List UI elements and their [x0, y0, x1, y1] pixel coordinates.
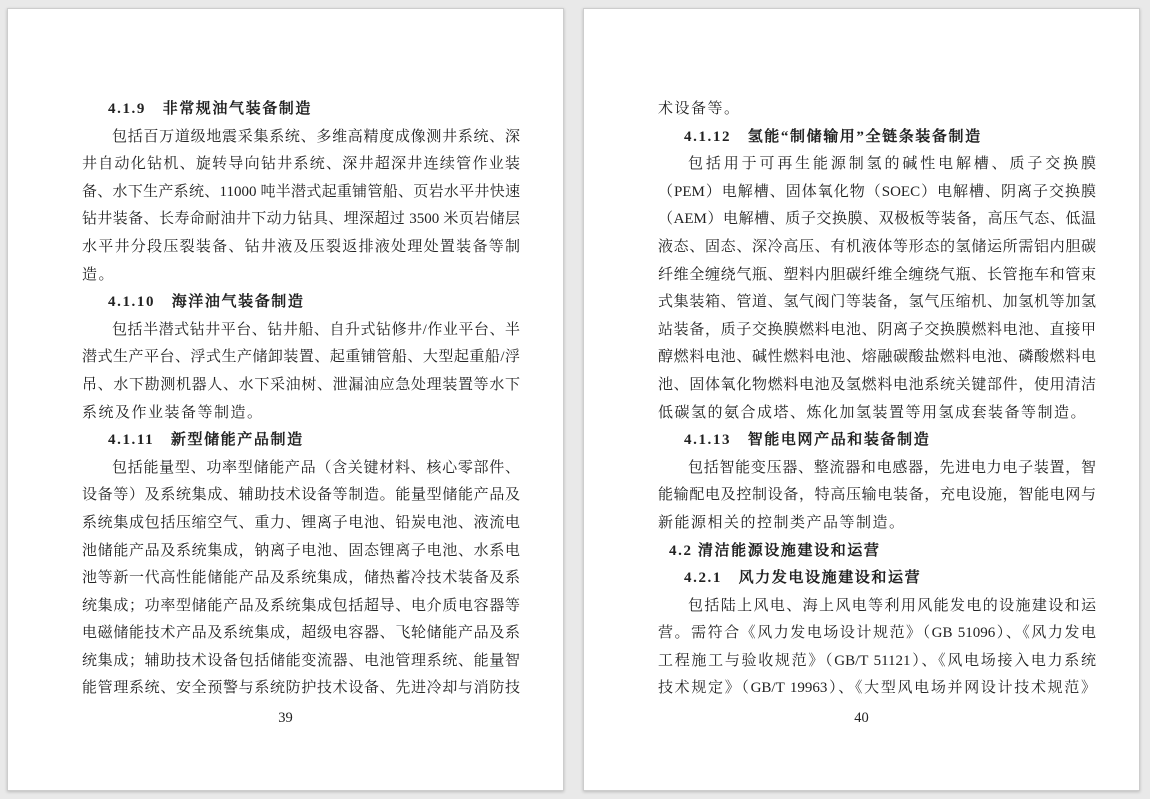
text-line: 工程施工与验收规范》（GB/T 51121）、《风电场接入电力系统 — [658, 652, 1096, 669]
text-line: 包括智能变压器、整流器和电感器，先进电力电子装置，智 — [688, 459, 1096, 476]
text-line: 新能源相关的控制类产品等制造。 — [658, 514, 906, 531]
text-line: 造。 — [82, 266, 116, 283]
page-40-number: 40 — [854, 710, 869, 727]
text-line: 系统及作业装备等制造。 — [82, 404, 264, 421]
text-line: 钻井装备、长寿命耐油井下动力钻具、埋深超过 3500 米页岩储层 — [82, 211, 520, 228]
text-line: 纤维全缠绕气瓶、塑料内胆碳纤维全缠绕气瓶、长管拖车和管束 — [658, 266, 1096, 283]
text-line: 站装备，质子交换膜燃料电池、阴离子交换膜燃料电池、直接甲 — [658, 321, 1096, 338]
text-line: 包括百万道级地震采集系统、多维高精度成像测井系统、深 — [112, 128, 520, 145]
text-line: 备、水下生产系统、11000 吨半潜式起重铺管船、页岩水平井快速 — [82, 183, 520, 200]
text-line: 技术规定》（GB/T 19963）、《大型风电场并网设计技术规范》 — [658, 680, 1096, 697]
text-line: （PEM）电解槽、固体氧化物（SOEC）电解槽、阴离子交换膜 — [658, 183, 1096, 200]
document-page-39 — [7, 8, 564, 791]
section-heading: 4.2.1 风力发电设施建设和运营 — [684, 570, 922, 587]
text-line: （AEM）电解槽、质子交换膜、双极板等装备，高压气态、低温 — [658, 211, 1096, 228]
text-line: 池等新一代高性能储能产品及系统集成，储热蓄冷技术装备及系 — [82, 570, 520, 587]
section-heading: 4.1.12 氢能“制储输用”全链条装备制造 — [684, 128, 982, 145]
text-line: 包括能量型、功率型储能产品（含关键材料、核心零部件、 — [112, 459, 520, 476]
text-line: 池、固体氧化物燃料电池及氢燃料电池系统关键部件，使用清洁 — [658, 376, 1096, 393]
text-line: 吊、水下勘测机器人、水下采油树、泄漏油应急处理装置等水下 — [82, 376, 520, 393]
text-line: 包括陆上风电、海上风电等利用风能发电的设施建设和运 — [688, 597, 1096, 614]
text-line: 液态、固态、深冷高压、有机液体等形态的氢储运所需铝内胆碳 — [658, 238, 1096, 255]
document-page-40 — [583, 8, 1140, 791]
section-heading: 4.2 清洁能源设施建设和运营 — [669, 542, 881, 559]
text-line: 式集装箱、管道、氢气阀门等装备，氢气压缩机、加氢机等加氢 — [658, 294, 1096, 311]
text-line: 统集成；功率型储能产品及系统集成包括超导、电介质电容器等 — [82, 597, 520, 614]
text-line: 潜式生产平台、浮式生产储卸装置、起重铺管船、大型起重船/浮 — [82, 349, 520, 366]
page-39-number: 39 — [278, 710, 293, 727]
section-heading: 4.1.11 新型储能产品制造 — [108, 432, 304, 449]
text-line: 统集成；辅助技术设备包括储能变流器、电池管理系统、能量智 — [82, 652, 520, 669]
text-line: 包括用于可再生能源制氢的碱性电解槽、质子交换膜 — [688, 156, 1096, 173]
section-heading: 4.1.9 非常规油气装备制造 — [108, 101, 313, 117]
text-line: 电磁储能技术产品及系统集成，超级电容器、飞轮储能产品及系 — [82, 625, 520, 642]
text-line: 设备等）及系统集成、辅助技术设备等制造。能量型储能产品及 — [82, 487, 520, 504]
text-line: 包括半潜式钻井平台、钻井船、自升式钻修井/作业平台、半 — [112, 321, 520, 338]
text-line: 能管理系统、安全预警与系统防护技术设备、先进冷却与消防技 — [82, 680, 520, 697]
section-heading: 4.1.13 智能电网产品和装备制造 — [684, 432, 931, 449]
text-line: 术设备等。 — [658, 101, 741, 117]
page-40-text — [584, 9, 1096, 703]
text-line: 池储能产品及系统集成，钠离子电池、固态锂离子电池、水系电 — [82, 542, 520, 559]
text-line: 营。需符合《风力发电场设计规范》（GB 51096）、《风力发电 — [658, 625, 1096, 642]
text-line: 低碳氢的氨合成塔、炼化加氢装置等用氢成套装备等制造。 — [658, 404, 1088, 421]
page-39-text — [8, 9, 520, 703]
section-heading: 4.1.10 海洋油气装备制造 — [108, 294, 305, 311]
text-line: 能输配电及控制设备，特高压输电装备，充电设施，智能电网与 — [658, 487, 1096, 504]
text-line: 井自动化钻机、旋转导向钻井系统、深井超深井连续管作业装 — [82, 156, 520, 173]
text-line: 醇燃料电池、碱性燃料电池、熔融碳酸盐燃料电池、磷酸燃料电 — [658, 349, 1096, 366]
text-line: 系统集成包括压缩空气、重力、锂离子电池、铅炭电池、液流电 — [82, 514, 520, 531]
text-line: 水平井分段压裂装备、钻井液及压裂返排液处理处置装备等制 — [82, 238, 520, 255]
